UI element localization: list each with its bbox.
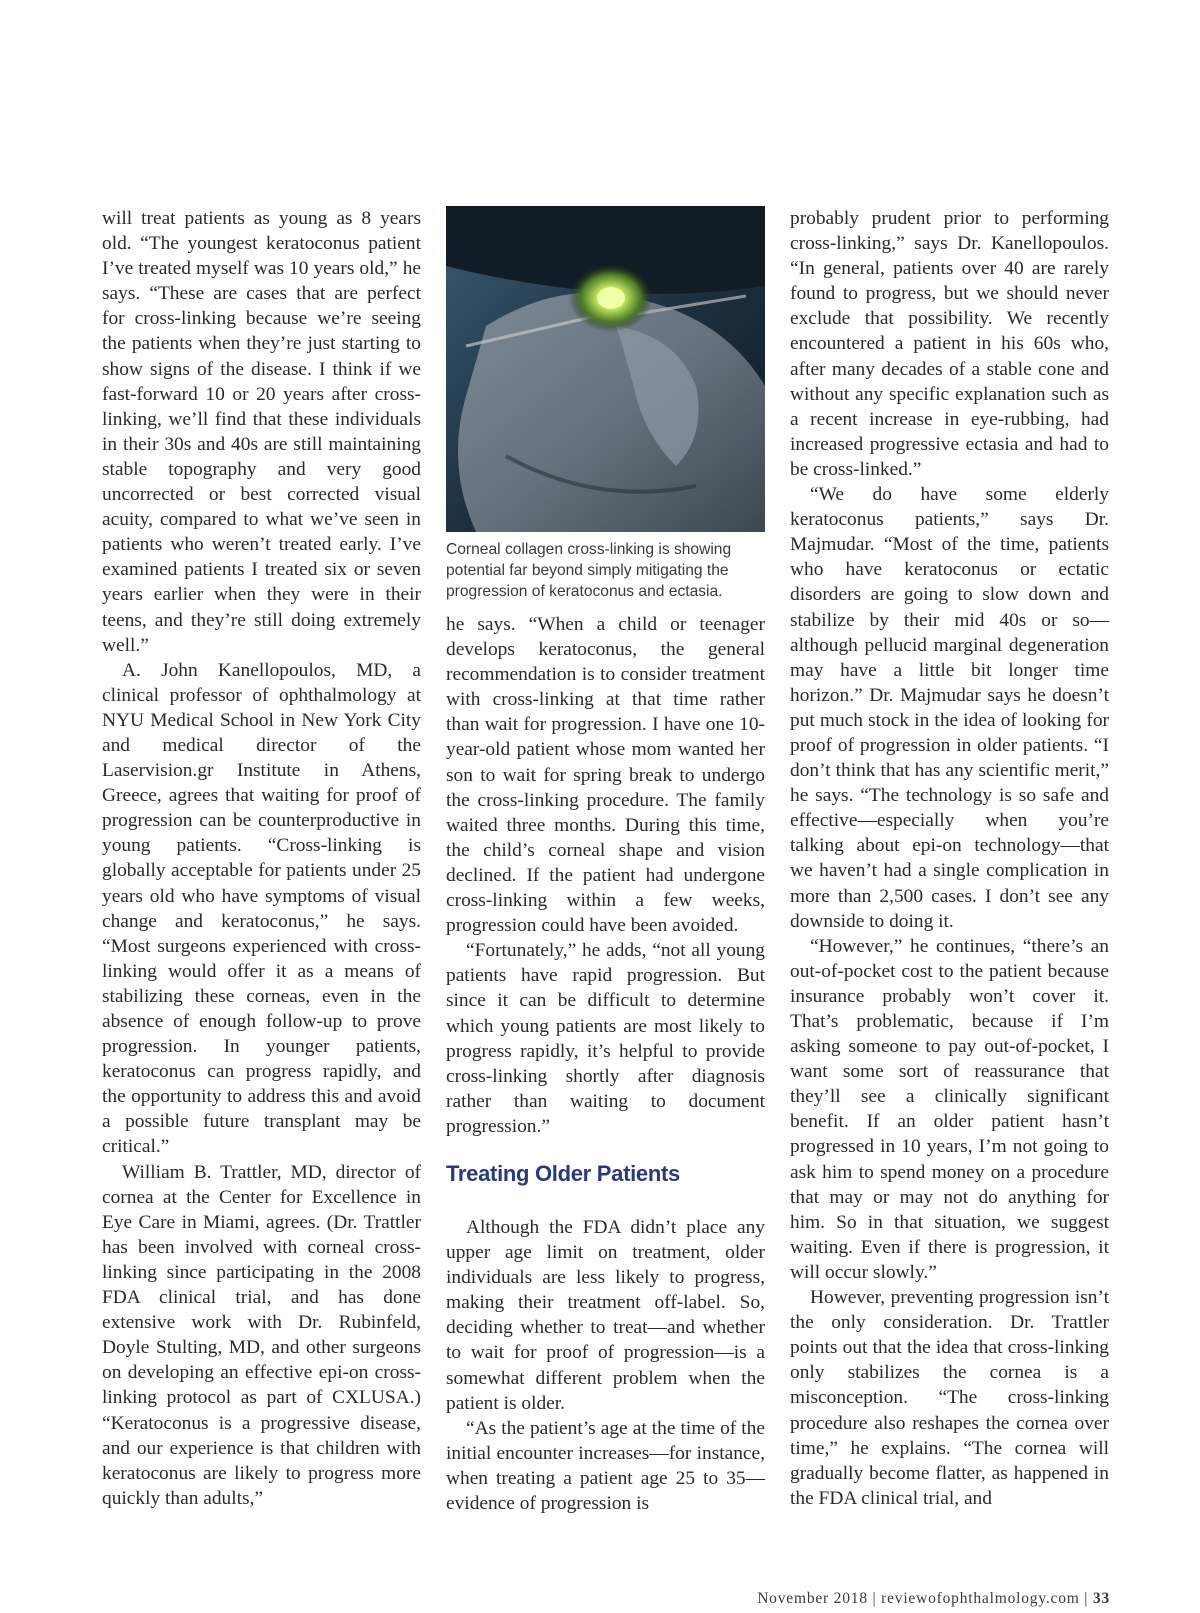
section-heading: Treating Older Patients: [446, 1160, 680, 1186]
body-paragraph: A. John Kanellopoulos, MD, a clinical professor of ophthalmology at NYU Medical School in New York City and medical director of the Laservision.gr Institute in Athens, Greece, agrees that waiting for proof of progression can be counterproductive in young patients. “Cross-linking is globally acceptable for patients under 25 years old who have symptoms of visual change and keratoconus,” he says. “Most surgeons experienced with cross-linking would offer it as a means of stabilizing these corneas, even in the absence of enough follow-up to prove progression. In younger patients, keratoconus can progress rapidly, and the opportunity to address this and avoid a possible future transplant may be critical.”: [102, 659, 421, 1158]
column-left: [102, 206, 421, 1511]
body-paragraph: However, preventing progression isn’t the only consideration. Dr. Trattler points out that the idea that cross-linking only stabilizes the cornea is a misconception. “The cross-linking procedure also reshapes the cornea over time,” he explains. “The cornea will gradually become flatter, as happened in the FDA clinical trial, and: [790, 1287, 1109, 1509]
body-paragraph: “We do have some elderly keratoconus patients,” says Dr. Majmudar. “Most of the time, patients who have keratoconus or ectatic disorders are going to slow down and stabilize by their mid 40s or so—although pellucid marginal degeneration may have a little bit longer time horizon.” Dr. Majmudar says he doesn’t put much stock in the idea of looking for proof of progression in older patients. “I don’t think that has any scientific merit,” he says. “The technology is so safe and effective—especially when you’re talking about epi-on technology—that we haven’t had a single complication in more than 2,500 cases. I don’t see any downside to doing it.: [790, 484, 1109, 932]
body-paragraph: he says. “When a child or teenager develops keratoconus, the general recommendation is to consider treatment with cross-linking at that time rather than wait for progression. I have one 10-year-old patient whose mom wanted her son to wait for spring break to undergo the cross-linking procedure. The family waited three months. During this time, the child’s corneal shape and vision declined. If the patient had undergone cross-linking within a few weeks, progression could have been avoided.: [446, 614, 765, 937]
body-paragraph: will treat patients as young as 8 years old. “The youngest keratoconus patient I’ve treated myself was 10 years old,” he says. “These are cases that are perfect for cross-linking because we’re seeing the patients when they’re just starting to show signs of the disease. I think if we fast-forward 10 or 20 years after cross-linking, we’ll find that these individuals in their 30s and 40s are still maintaining stable topography and very good uncorrected or best corrected visual acuity, compared to what we’ve seen in patients who weren’t treated early. I’ve examined patients I treated six or seven years earlier when they were in their teens, and they’re still doing extremely well.”: [102, 208, 421, 656]
photo-illustration: [446, 206, 765, 532]
cross-linking-photo: [446, 206, 765, 532]
column-middle: [446, 206, 765, 1516]
footer-issue: November 2018 | reviewofophthalmology.com |: [757, 1590, 1093, 1607]
body-paragraph: William B. Trattler, MD, director of cornea at the Center for Excellence in Eye Care in Miami, agrees. (Dr. Trattler has been involved with corneal cross-linking since participating in the 2008 FDA clinical trial, and has done extensive work with Dr. Rubinfeld, Doyle Stulting, MD, and other surgeons on developing an effective epi-on cross-linking protocol as part of CXLUSA.) “Keratoconus is a progressive disease, and our experience is that children with keratoconus are likely to progress more quickly than adults,”: [102, 1161, 421, 1509]
body-paragraph: probably prudent prior to performing cross-linking,” says Dr. Kanellopoulos. “In general, patients over 40 are rarely found to progress, but we should never exclude that possibility. We recently encountered a patient in his 60s who, after many decades of a stable cone and without any specific explanation such as a recent increase in eye-rubbing, had increased progressive ectasia and had to be cross-linked.”: [790, 208, 1109, 480]
body-paragraph: “However,” he continues, “there’s an out-of-pocket cost to the patient because insurance probably won’t cover it. That’s problematic, because if I’m asking someone to pay out-of-pocket, I want some sort of reassurance that they’ll see a clinically significant benefit. If an older patient hasn’t progressed in 10 years, I’m not going to ask him to spend money on a procedure that may or may not do anything for him. So in that situation, we suggest waiting. Even if there is progression, it will occur slowly.”: [790, 935, 1109, 1283]
photo-caption: Corneal collagen cross-linking is showing potential far beyond simply mitigating the progression of keratoconus and ectasia.: [446, 541, 732, 600]
body-paragraph: “As the patient’s age at the time of the initial encounter increases—for instance, when treating a patient age 25 to 35—evidence of progression is: [446, 1417, 765, 1514]
body-paragraph: Although the FDA didn’t place any upper age limit on treatment, older individuals are less likely to progress, making their treatment off-label. So, deciding whether to treat—and whether to wait for proof of progression—is a somewhat different problem when the patient is older.: [446, 1216, 765, 1414]
column-right: [790, 206, 1109, 1511]
page-footer: [757, 1590, 1110, 1608]
body-paragraph: “Fortunately,” he adds, “not all young patients have rapid progression. But since it can be difficult to determine which young patients are most likely to progress rapidly, it’s helpful to provide cross-linking shortly after diagnosis rather than waiting to document progression.”: [446, 940, 765, 1137]
page-number: 33: [1092, 1590, 1110, 1607]
